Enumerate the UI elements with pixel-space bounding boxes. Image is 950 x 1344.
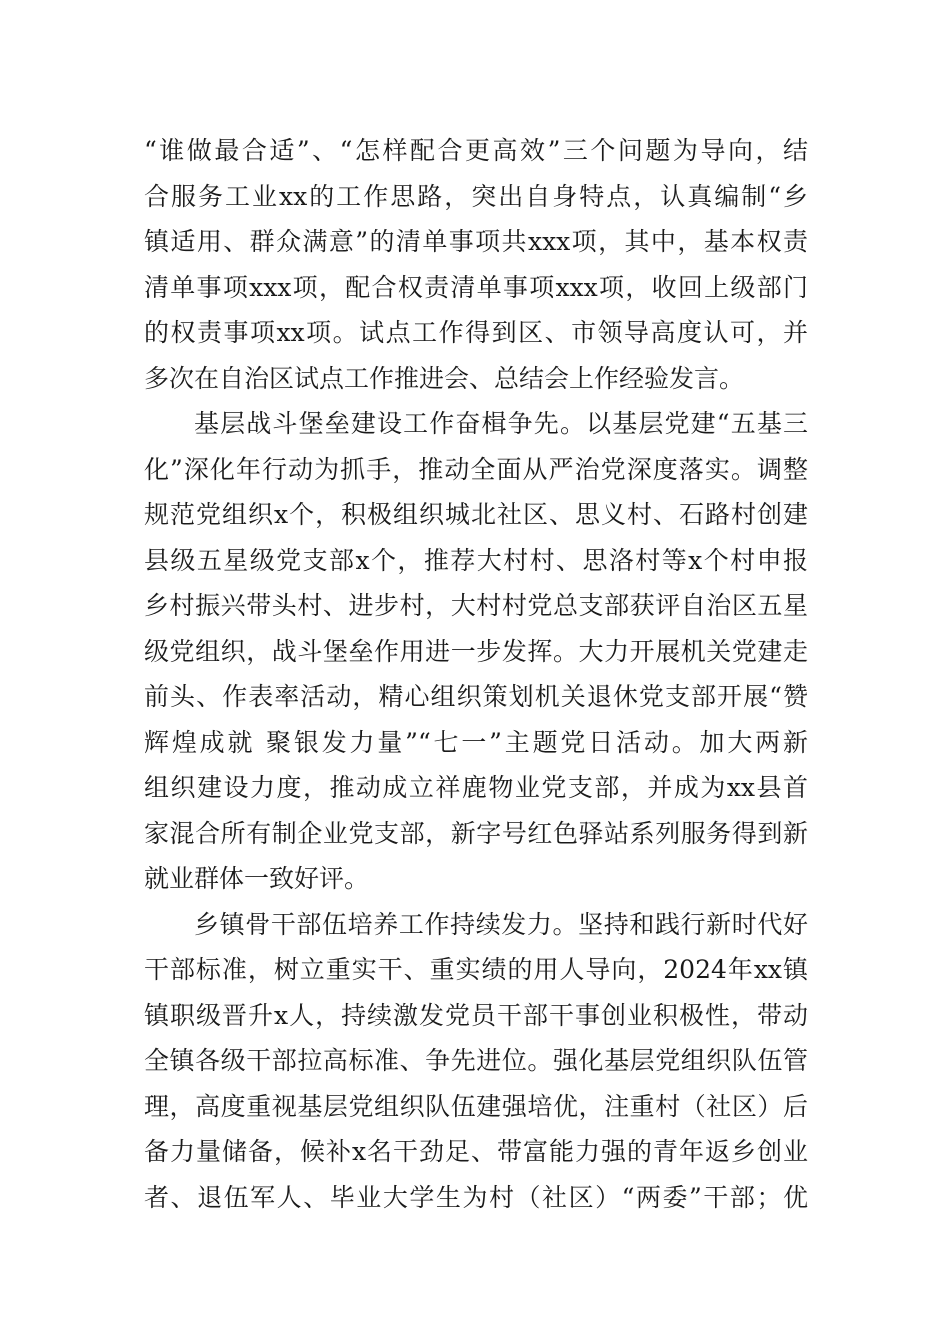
- text-line: 家混合所有制企业党支部，新字号红色驿站系列服务得到新: [144, 818, 808, 848]
- text-line: 县级五星级党支部x个，推荐大村村、思洛村等x个村申报: [144, 545, 808, 575]
- document-body: [144, 128, 808, 1220]
- text-line: “谁做最合适”、“怎样配合更高效”三个问题为导向，结: [144, 136, 808, 165]
- text-line: 级党组织，战斗堡垒作用进一步发挥。大力开展机关党建走: [144, 636, 808, 666]
- text-line: 备力量储备，候补x名干劲足、带富能力强的青年返乡创业: [144, 1137, 808, 1166]
- text-line: 者、退伍军人、毕业大学生为村（社区）“两委”干部；优: [144, 1182, 808, 1212]
- text-line: 镇职级晋升x人，持续激发党员干部干事创业积极性，带动: [144, 1000, 808, 1030]
- text-line: 理，高度重视基层党组织队伍建强培优，注重村（社区）后: [144, 1091, 808, 1121]
- text-line: 的权责事项xx项。试点工作得到区、市领导高度认可，并: [144, 318, 808, 347]
- text-line: 就业群体一致好评。: [144, 864, 370, 893]
- text-line: 干部标准，树立重实干、重实绩的用人导向，2024年xx镇: [144, 955, 808, 984]
- text-line: 乡镇骨干部伍培养工作持续发力。坚持和践行新时代好: [194, 909, 808, 939]
- text-line: 清单事项xxx项，配合权责清单事项xxx项，收回上级部门: [144, 272, 808, 302]
- text-line: 多次在自治区试点工作推进会、总结会上作经验发言。: [144, 363, 745, 393]
- text-line: 合服务工业xx的工作思路，突出自身特点，认真编制“乡: [144, 181, 808, 211]
- text-line: 基层战斗堡垒建设工作奋楫争先。以基层党建“五基三: [194, 409, 808, 438]
- text-line: 前头、作表率活动，精心组织策划机关退休党支部开展“赞: [144, 682, 808, 711]
- text-line: 组织建设力度，推动成立祥鹿物业党支部，并成为xx县首: [144, 773, 808, 802]
- text-line: 乡村振兴带头村、进步村，大村村党总支部获评自治区五星: [144, 591, 808, 620]
- text-line: 辉煌成就 聚银发力量”“七一”主题党日活动。加大两新: [144, 727, 808, 757]
- text-line: 化”深化年行动为抓手，推动全面从严治党深度落实。调整: [144, 454, 808, 484]
- text-line: 规范党组织x个，积极组织城北社区、思义村、石路村创建: [144, 500, 808, 529]
- text-line: 镇适用、群众满意”的清单事项共xxx项，其中，基本权责: [144, 227, 808, 256]
- text-line: 全镇各级干部拉高标准、争先进位。强化基层党组织队伍管: [144, 1046, 808, 1075]
